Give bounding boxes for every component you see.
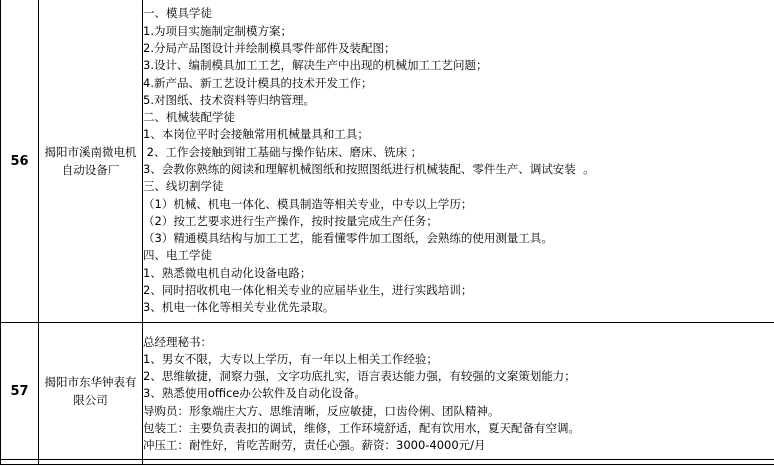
job-detail-line: 包装工：主要负责表扣的调试，维修，工作环境舒适，配有饮用水，夏天配备有空调。 — [143, 420, 580, 435]
job-detail-line: 三、线切割学徒 — [143, 179, 224, 194]
job-detail-line: 2、工作会接触到钳工基础与操作钻床、磨床、铣床 ； — [143, 144, 423, 159]
empty-cell — [143, 460, 774, 465]
job-details-cell — [143, 0, 774, 323]
job-details-cell — [143, 323, 774, 460]
table-row-partial — [1, 460, 774, 465]
job-detail-line: 总经理秘书： — [143, 335, 212, 350]
job-detail-line: 四、电工学徒 — [143, 248, 212, 263]
job-detail-line: 1、本岗位平时会接触常用机械量具和工具； — [143, 127, 369, 142]
job-detail-line: 导购员：形象端庄大方、思维清晰，反应敏捷，口齿伶俐、团队精神。 — [143, 403, 500, 418]
job-detail-line: 1、熟悉微电机自动化设备电路； — [143, 265, 312, 280]
job-detail-line: （2）按工艺要求进行生产操作，按时按量完成生产任务； — [143, 213, 438, 228]
job-detail-line: 3、熟悉使用office办公软件及自动化设备。 — [143, 386, 366, 401]
job-detail-line: 2.分局产品图设计并绘制模具零件部件及装配图； — [143, 40, 396, 55]
job-detail-line: 3、机电一体化等相关专业优先录取。 — [143, 300, 335, 315]
job-detail-line: （3）精通模具结构与加工工艺，能看懂零件加工图纸，会熟练的使用测量工具。 — [143, 231, 553, 246]
job-detail-line: 一、模具学徒 — [143, 6, 212, 21]
company-name-cell: 揭阳市溪南微电机自动设备厂 — [39, 0, 143, 323]
job-detail-line: 5.对图纸、技术资料等归纳管理。 — [143, 92, 315, 107]
job-detail-line: （1）机械、机电一体化、模具制造等相关专业，中专以上学历； — [143, 196, 473, 211]
job-detail-line: 2、思维敏捷，洞察力强，文字功底扎实，语言表达能力强，有较强的文案策划能力； — [143, 369, 576, 384]
table-row — [1, 0, 774, 323]
row-number-cell: 56 — [1, 0, 39, 323]
job-detail-line: 1、男女不限，大专以上学历，有一年以上相关工作经验； — [143, 352, 438, 367]
job-detail-line: 3.设计、编制模具加工工艺，解决生产中出现的机械加工工艺问题； — [143, 58, 488, 73]
job-detail-line: 2、同时招收机电一体化相关专业的应届毕业生，进行实践培训； — [143, 283, 473, 298]
job-detail-line: 3、会教你熟练的阅读和理解机械图纸和按照图纸进行机械装配、零件生产、调试安装 。 — [143, 162, 595, 176]
table-row — [1, 323, 774, 460]
row-number-cell: 57 — [1, 323, 39, 460]
job-detail-line: 1.为项目实施制定制模方案； — [143, 23, 292, 38]
job-detail-line: 冲压工：耐性好，肯吃苦耐劳，责任心强。薪资：3000-4000元/月 — [143, 437, 486, 452]
job-lines — [143, 334, 774, 454]
job-lines — [143, 5, 774, 316]
empty-cell — [39, 460, 143, 465]
job-detail-line: 二、机械装配学徒 — [143, 110, 235, 125]
empty-cell — [1, 460, 39, 465]
job-detail-line: 4.新产品、新工艺设计模具的技术开发工作； — [143, 75, 373, 90]
company-name-cell: 揭阳市东华钟表有限公司 — [39, 323, 143, 460]
